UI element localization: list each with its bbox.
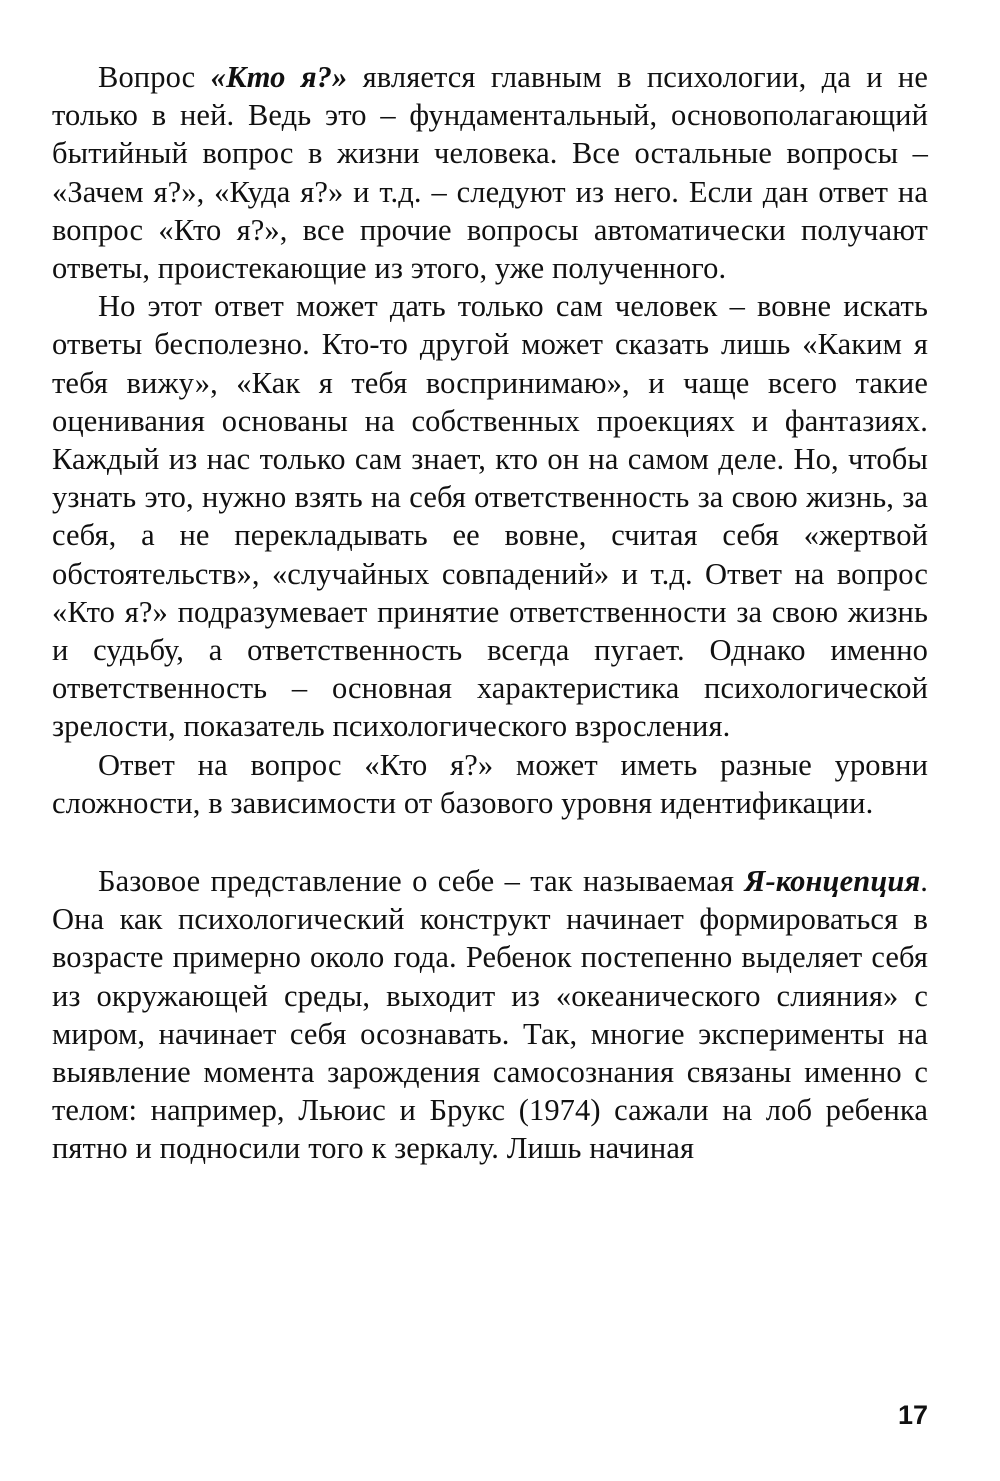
- paragraph-lead-text: Вопрос: [98, 60, 211, 94]
- paragraph-responsibility: Но этот ответ может дать только сам человек – вовне искать ответы бесполезно. Кто-то другой может сказать лишь «Каким я тебя вижу», «Как я тебя воспринимаю», и чаще всего такие оценивания основаны на собственных проекциях и фантазиях. Каждый из нас только сам знает, кто он на самом деле. Но, чтобы узнать это, нужно взять на себя ответственность за свою жизнь, за себя, а не перекладывать ее вовне, считая себя «жертвой обстоятельств», «случайных совпадений» и т.д. Ответ на вопрос «Кто я?» подразумевает принятие ответственности за свою жизнь и судьбу, а ответственность всегда пугает. Однако именно ответственность – основная характеристика психологической зрелости, показатель психологического взросления.: [52, 289, 928, 744]
- paragraph-who-am-i-question: [52, 58, 928, 287]
- paragraph-rest-text: . Она как психологический конструкт начинает формироваться в возрасте примерно около года. Ребенок постепенно выделяет себя из окружающей среды, выходит из «океанического слияния» с миром, начинает себя осознавать. Так, многие эксперименты на выявление момента зарождения самосознания связаны именно с телом: например, Льюис и Брукс (1974) сажали на лоб ребенка пятно и подносили того к зеркалу. Лишь начиная: [52, 864, 928, 1166]
- paragraph-rest-text: является главным в психологии, да и не только в ней. Ведь это – фундаментальный, основополагающий бытийный вопрос в жизни человека. Все остальные вопросы – «Зачем я?», «Куда я?» и т.д. – следуют из него. Если дан ответ на вопрос «Кто я?», все прочие вопросы автоматически получают ответы, проистекающие из этого, уже полученного.: [52, 60, 928, 286]
- paragraph-levels-of-identification: Ответ на вопрос «Кто я?» может иметь разные уровни сложности, в зависимости от базового уровня идентификации.: [52, 747, 928, 820]
- page-number: 17: [897, 1400, 928, 1430]
- emphasized-term-who-am-i: «Кто я?»: [210, 60, 348, 94]
- paragraph-self-concept: [52, 862, 928, 1168]
- book-page-body: [52, 58, 928, 1168]
- paragraph-lead-text: Базовое представление о себе – так называемая: [98, 864, 745, 899]
- emphasized-term-self-concept: Я-концепция: [744, 864, 921, 899]
